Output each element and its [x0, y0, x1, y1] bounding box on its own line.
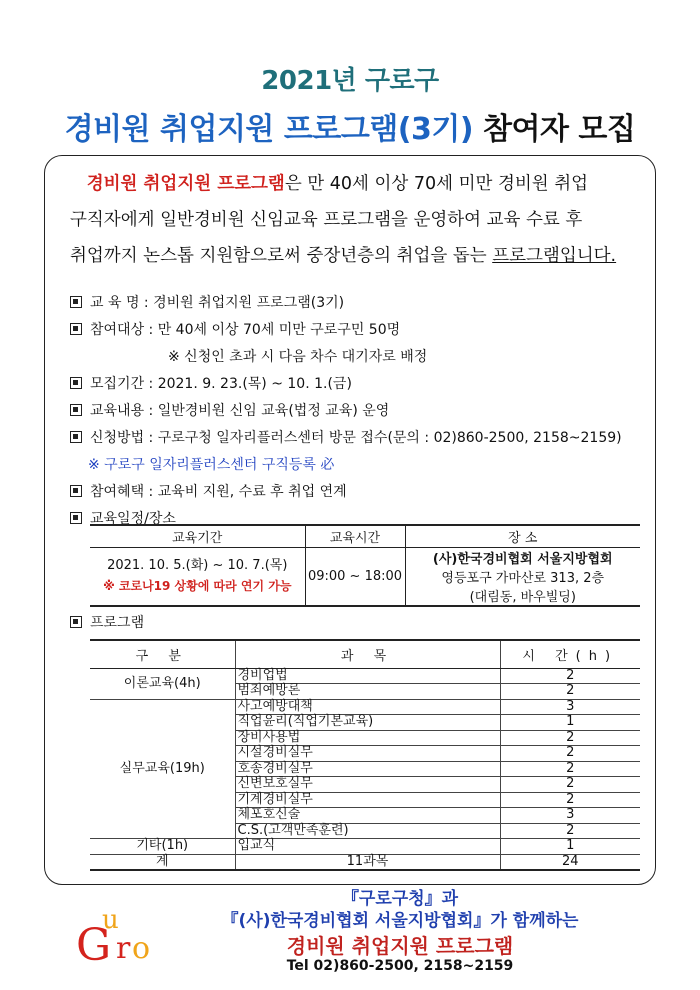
- square-bullet-icon: [70, 616, 82, 628]
- program-hours: 1: [500, 715, 640, 731]
- table-row: [90, 699, 640, 715]
- schedule-place-building: (대림동, 바우빌딩): [469, 589, 576, 605]
- program-header-row: [90, 640, 640, 668]
- schedule-header-period: 교육기간: [90, 525, 305, 547]
- info-schedule-label-text: 교육일정/장소: [90, 511, 176, 527]
- info-method-text: 신청방법 : 구로구청 일자리플러스센터 방문 접수(문의 : 02)860-2500, 2158~2159): [90, 430, 622, 446]
- program-label-text: 프로그램: [90, 615, 145, 631]
- schedule-place-cell: [405, 547, 640, 606]
- program-hours: 2: [500, 746, 640, 762]
- info-method: [70, 425, 650, 452]
- program-subject: 기계경비실무: [235, 792, 500, 808]
- info-edu-name-text: 교 육 명 : 경비원 취업지원 프로그램(3기): [90, 295, 345, 311]
- program-subject: 시설경비실무: [235, 746, 500, 762]
- square-bullet-icon: [70, 404, 82, 416]
- program-hours: 3: [500, 808, 640, 824]
- program-subject: 직업윤리(직업기본교육): [235, 715, 500, 731]
- footer-program-name: 경비원 취업지원 프로그램: [286, 934, 514, 958]
- program-subject: 사고예방대책: [235, 699, 500, 715]
- schedule-time: 09:00 ~ 18:00: [305, 547, 405, 606]
- info-target: [70, 317, 650, 344]
- schedule-place-address: 영등포구 가마산로 313, 2층: [441, 570, 605, 586]
- svg-text:o: o: [132, 931, 151, 964]
- schedule-header-time: 교육시간: [305, 525, 405, 547]
- intro-line-1: [70, 166, 636, 202]
- info-content: [70, 398, 650, 425]
- program-category-practice: 실무교육(19h): [90, 699, 235, 839]
- program-category-etc: 기타(1h): [90, 839, 235, 855]
- intro-line-3-underline: 프로그램입니다.: [492, 246, 617, 266]
- schedule-header-place: 장 소: [405, 525, 640, 547]
- title-recruit: 참여자 모집: [483, 112, 636, 147]
- intro-paragraph: [70, 166, 636, 274]
- svg-text:u: u: [102, 905, 119, 935]
- program-subject: 장비사용법: [235, 730, 500, 746]
- program-subject: 경비업법: [235, 668, 500, 684]
- schedule-period: 2021. 10. 5.(화) ~ 10. 7.(목): [107, 558, 288, 573]
- schedule-period-cell: [90, 547, 305, 606]
- info-target-text: 참여대상 : 만 40세 이상 70세 미만 구로구민 50명: [90, 322, 401, 338]
- title-program-name: 경비원 취업지원 프로그램(3기): [64, 112, 474, 147]
- info-period: [70, 371, 650, 398]
- schedule-row: [90, 547, 640, 606]
- program-subject: 신변보호실무: [235, 777, 500, 793]
- info-benefit: [70, 479, 650, 506]
- program-total-row: [90, 854, 640, 870]
- program-total-hours: 24: [500, 854, 640, 870]
- svg-text:G: G: [76, 920, 112, 964]
- program-header-subject: 과 목: [235, 640, 500, 668]
- svg-text:r: r: [116, 931, 131, 964]
- square-bullet-icon: [70, 485, 82, 497]
- table-row: [90, 839, 640, 855]
- program-hours: 2: [500, 792, 640, 808]
- square-bullet-icon: [70, 431, 82, 443]
- footer-phone: Tel 02)860-2500, 2158~2159: [286, 958, 514, 974]
- footer-line-1: 『구로구청』과: [341, 889, 459, 909]
- intro-line-3-text: 취업까지 논스톱 지원함으로써 중장년층의 취업을 돕는: [70, 246, 493, 266]
- program-subject: 범죄예방론: [235, 684, 500, 700]
- program-hours: 3: [500, 699, 640, 715]
- program-header-hours: 시 간(h): [500, 640, 640, 668]
- program-label: [70, 612, 144, 632]
- info-target-note: ※ 신청인 초과 시 다음 차수 대기자로 배정: [168, 349, 428, 365]
- intro-highlight: 경비원 취업지원 프로그램: [86, 174, 285, 194]
- page-title-year: 2021년 구로구: [261, 66, 439, 96]
- info-content-text: 교육내용 : 일반경비원 신임 교육(법정 교육) 운영: [90, 403, 390, 419]
- program-subject: 호송경비실무: [235, 761, 500, 777]
- program-subject: 체포호신술: [235, 808, 500, 824]
- footer-line-2: 『(사)한국경비협회 서울지방협회』가 함께하는: [221, 911, 579, 931]
- intro-line-1-text: 은 만 40세 이상 70세 미만 경비원 취업: [284, 174, 589, 194]
- program-hours: 2: [500, 761, 640, 777]
- info-list: [70, 290, 650, 533]
- square-bullet-icon: [70, 323, 82, 335]
- schedule-header-row: [90, 525, 640, 547]
- info-edu-name: [70, 290, 650, 317]
- program-subject: 입교식: [235, 839, 500, 855]
- program-header-category: 구 분: [90, 640, 235, 668]
- program-table: [90, 639, 640, 871]
- square-bullet-icon: [70, 377, 82, 389]
- info-benefit-text: 참여혜택 : 교육비 지원, 수료 후 취업 연계: [90, 484, 347, 500]
- program-category-theory: 이론교육(4h): [90, 668, 235, 699]
- program-hours: 2: [500, 730, 640, 746]
- schedule-table: [90, 524, 640, 607]
- program-total-subjects: 11과목: [235, 854, 500, 870]
- schedule-place-name: (사)한국경비협회 서울지방협회: [432, 551, 613, 567]
- program-hours: 2: [500, 823, 640, 839]
- guro-logo: [76, 900, 160, 964]
- program-hours: 2: [500, 668, 640, 684]
- schedule-period-note: ※ 코로나19 상황에 따라 연기 가능: [103, 579, 292, 593]
- intro-line-2: 구직자에게 일반경비원 신임교육 프로그램을 운영하여 교육 수료 후: [70, 210, 583, 230]
- square-bullet-icon: [70, 512, 82, 524]
- info-method-note: ※ 구로구 일자리플러스센터 구직등록 必: [88, 457, 335, 473]
- program-hours: 2: [500, 684, 640, 700]
- page-title: [0, 104, 700, 148]
- program-hours: 1: [500, 839, 640, 855]
- program-subject: C.S.(고객만족훈련): [235, 823, 500, 839]
- intro-line-3: [70, 238, 636, 274]
- info-period-text: 모집기간 : 2021. 9. 23.(목) ~ 10. 1.(금): [90, 376, 352, 392]
- square-bullet-icon: [70, 296, 82, 308]
- program-total-label: 계: [90, 854, 235, 870]
- program-hours: 2: [500, 777, 640, 793]
- table-row: [90, 668, 640, 684]
